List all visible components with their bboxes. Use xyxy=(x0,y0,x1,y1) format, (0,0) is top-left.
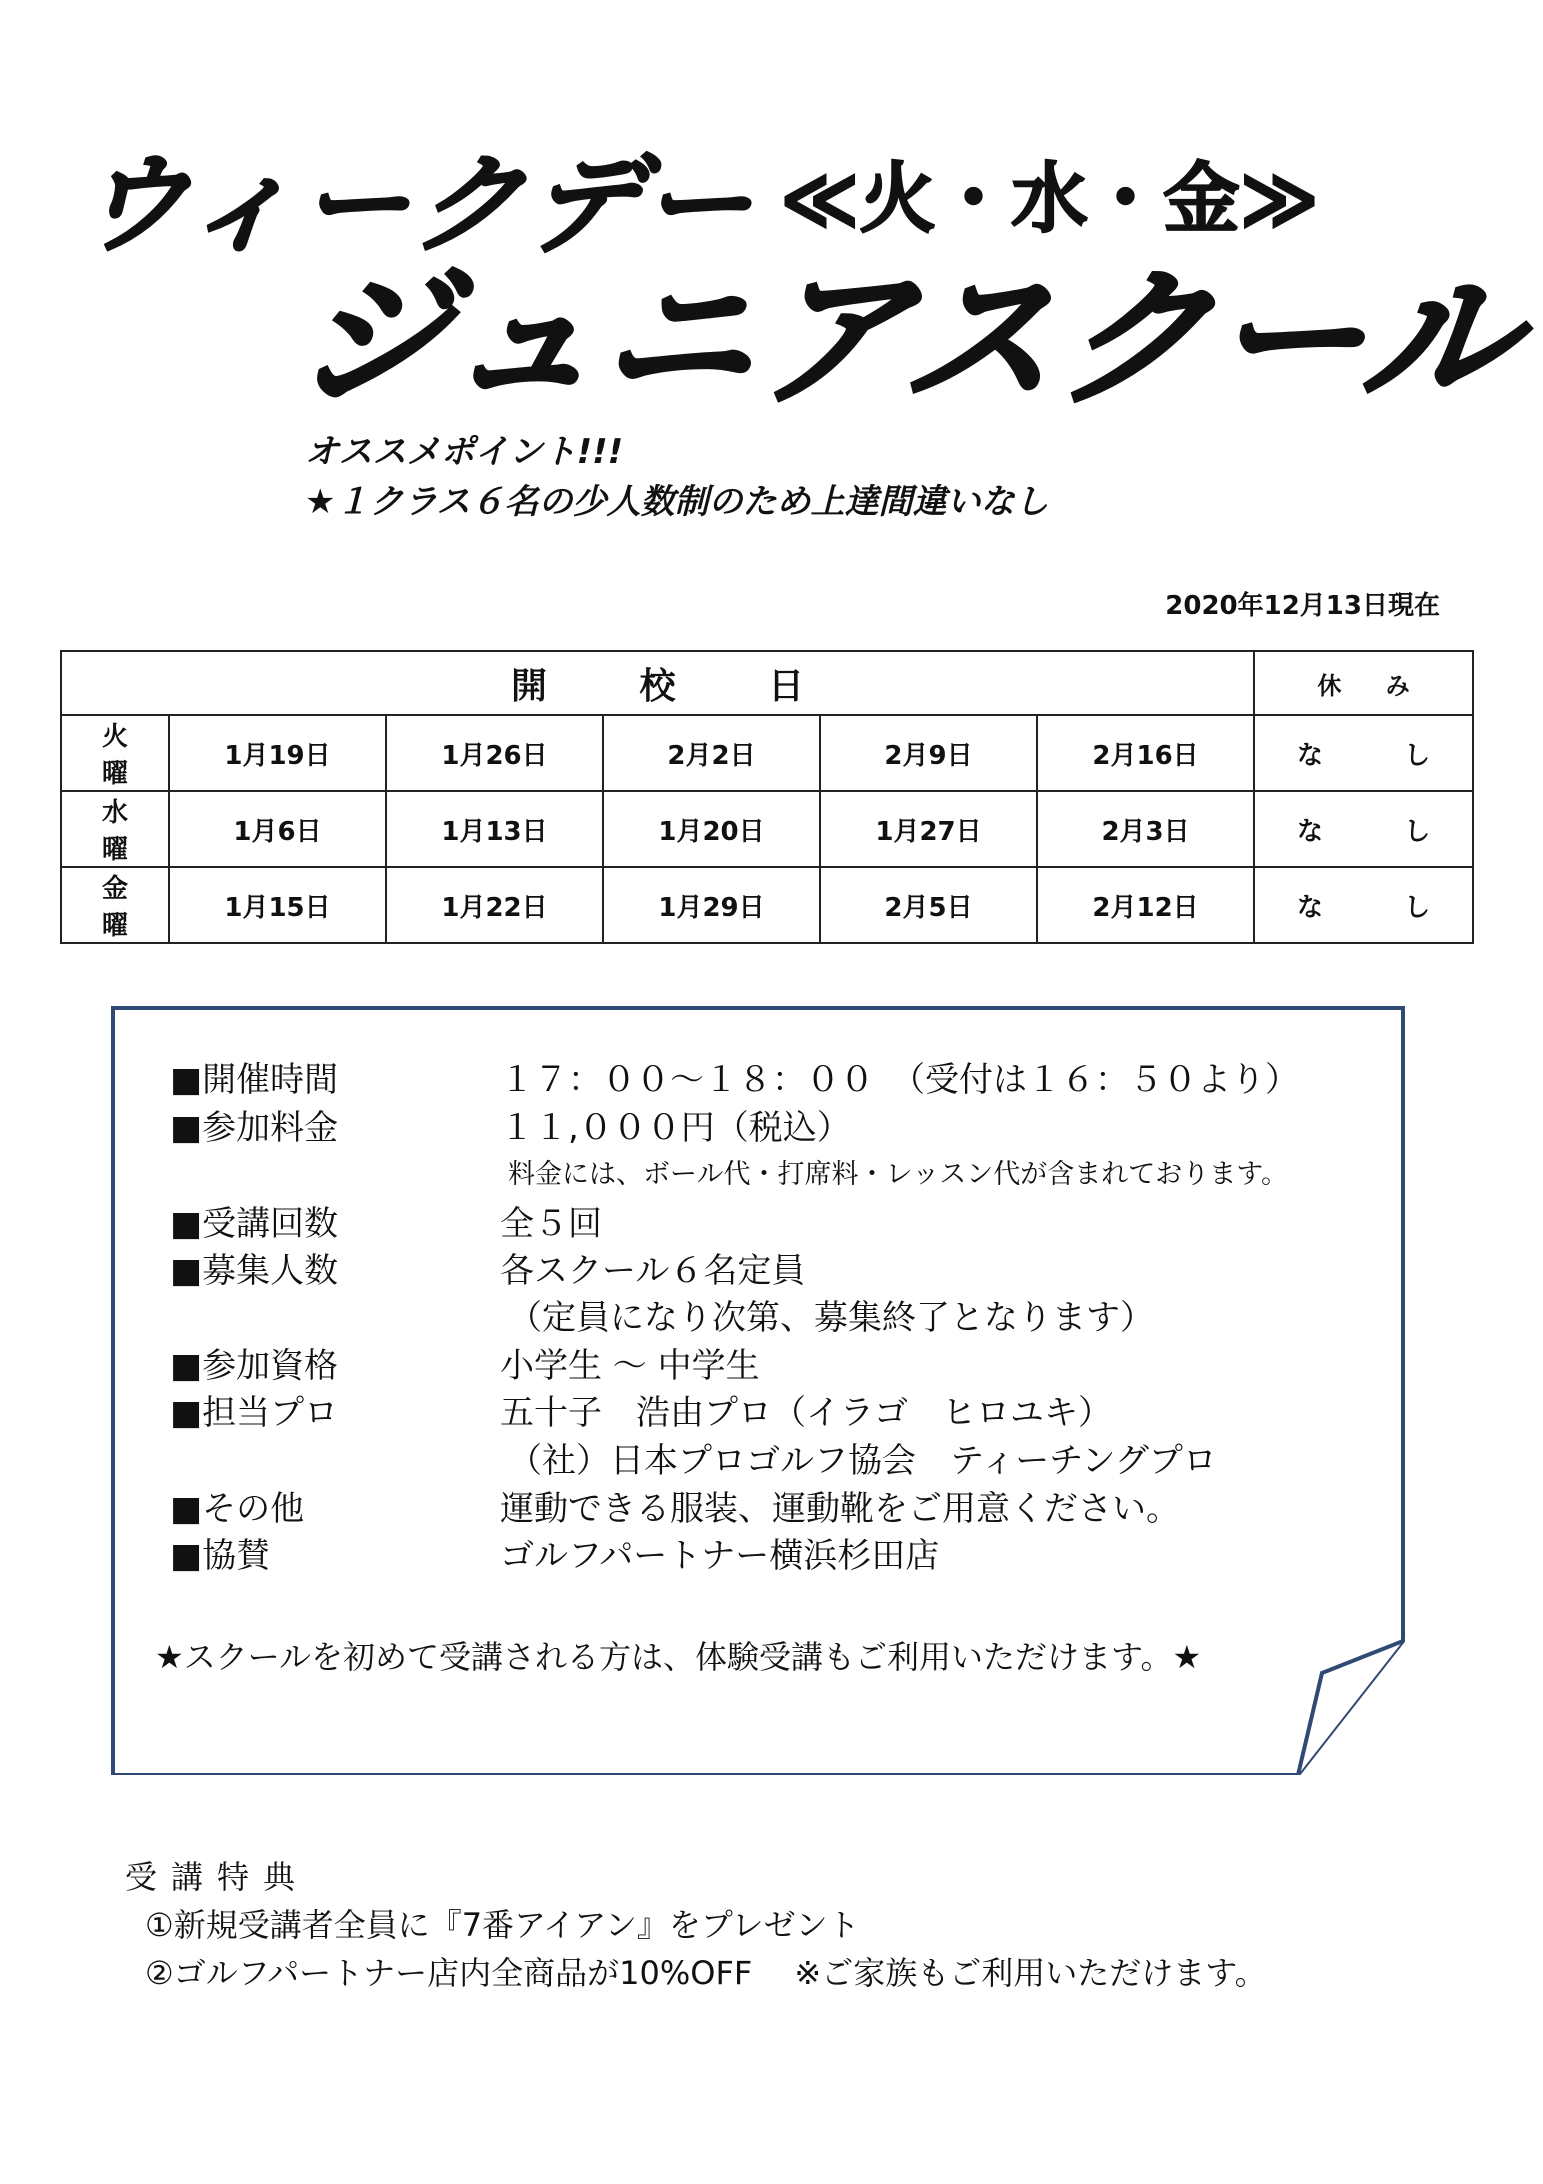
date-cell: 2月12日 xyxy=(1037,867,1254,943)
schedule-row-tuesday xyxy=(61,715,1473,791)
date-cell: 1月6日 xyxy=(169,791,386,867)
capacity-value: 各スクール６名定員 xyxy=(500,1251,806,1291)
pro-label: ■担当プロ xyxy=(170,1393,339,1433)
off-cell: な し xyxy=(1254,867,1473,943)
capacity-note: （定員になり次第、募集終了となります） xyxy=(508,1298,1154,1338)
schedule-table xyxy=(60,650,1474,944)
sponsor-label: ■協賛 xyxy=(170,1536,271,1576)
recommend-point: ★１クラス６名の少人数制のため上達間違いなし xyxy=(305,482,1049,522)
date-cell: 1月19日 xyxy=(169,715,386,791)
title-junior-school: ジュニアスクール xyxy=(289,253,1528,427)
date-cell: 1月15日 xyxy=(169,867,386,943)
schedule-row-friday xyxy=(61,867,1473,943)
date-cell: 1月13日 xyxy=(386,791,603,867)
time-label: ■開催時間 xyxy=(170,1060,339,1100)
date-cell: 1月27日 xyxy=(820,791,1037,867)
count-label: ■受講回数 xyxy=(170,1204,339,1244)
fee-value: １１,０００円（税込） xyxy=(500,1108,851,1148)
eligibility-label: ■参加資格 xyxy=(170,1346,339,1386)
benefit-item-1: ①新規受講者全員に『7番アイアン』をプレゼント xyxy=(145,1906,860,1944)
date-cell: 2月3日 xyxy=(1037,791,1254,867)
as-of-date: 2020年12月13日現在 xyxy=(1165,591,1440,621)
header-off-days: 休 み xyxy=(1254,651,1473,715)
capacity-label: ■募集人数 xyxy=(170,1251,339,1291)
day-label: 火 曜 xyxy=(61,715,169,791)
trial-note: ★スクールを初めて受講される方は、体験受講もご利用いただけます。★ xyxy=(155,1638,1202,1676)
pro-value: 五十子 浩由プロ（イラゴ ヒロユキ） xyxy=(500,1393,1112,1433)
fee-note: 料金には、ボール代・打席料・レッスン代が含まれております。 xyxy=(508,1159,1289,1190)
benefits-heading: 受講特典 xyxy=(125,1858,310,1896)
off-cell: な し xyxy=(1254,791,1473,867)
schedule-header-row xyxy=(61,651,1473,715)
header-open-days: 開 校 日 xyxy=(61,651,1254,715)
date-cell: 2月16日 xyxy=(1037,715,1254,791)
date-cell: 1月22日 xyxy=(386,867,603,943)
day-label: 金 曜 xyxy=(61,867,169,943)
off-cell: な し xyxy=(1254,715,1473,791)
schedule-row-wednesday xyxy=(61,791,1473,867)
other-value: 運動できる服装、運動靴をご用意ください。 xyxy=(500,1489,1180,1529)
fee-label: ■参加料金 xyxy=(170,1108,339,1148)
date-cell: 2月2日 xyxy=(603,715,820,791)
title-days: ≪火・水・金≫ xyxy=(780,154,1320,243)
sponsor-value: ゴルフパートナー横浜杉田店 xyxy=(500,1536,940,1576)
title-weekday: ウィークデー xyxy=(72,143,764,268)
date-cell: 2月5日 xyxy=(820,867,1037,943)
eligibility-value: 小学生 ～ 中学生 xyxy=(500,1346,760,1386)
recommend-heading: オススメポイント!!! xyxy=(305,432,624,472)
date-cell: 1月20日 xyxy=(603,791,820,867)
pro-note: （社）日本プロゴルフ協会 ティーチングプロ xyxy=(508,1441,1217,1481)
other-label: ■その他 xyxy=(170,1489,305,1529)
date-cell: 1月29日 xyxy=(603,867,820,943)
date-cell: 2月9日 xyxy=(820,715,1037,791)
date-cell: 1月26日 xyxy=(386,715,603,791)
benefit-item-2: ②ゴルフパートナー店内全商品が10%OFF ※ご家族もご利用いただけます。 xyxy=(145,1954,1267,1992)
time-value: １７：００～１８：００ （受付は１６：５０より） xyxy=(500,1060,1299,1100)
day-label: 水 曜 xyxy=(61,791,169,867)
count-value: 全５回 xyxy=(500,1204,602,1244)
